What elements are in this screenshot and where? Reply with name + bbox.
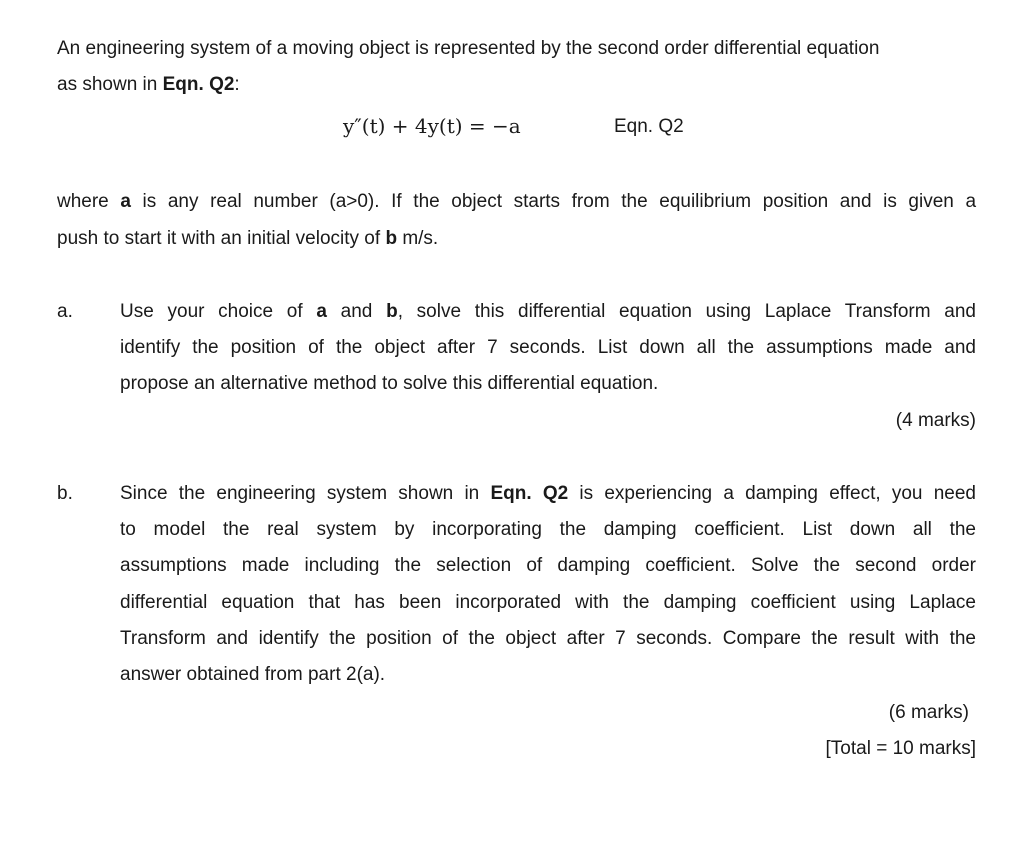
where-bold-b: b [385, 228, 398, 249]
part-b-text-4: differential equation that has been incorporated with the damping coefficient using Laplace [120, 592, 976, 613]
part-b-line-5 [120, 627, 976, 651]
part-b-marks: (6 marks) [888, 702, 969, 723]
where-line-2 [57, 227, 438, 251]
part-b-text-2: to model the real system by incorporating the damping coefficient. List down all the [120, 519, 976, 540]
part-a-text-1-pre: Use your choice of [120, 301, 317, 322]
equation-expression: y″(t) + 4y(t) = −a [343, 114, 521, 138]
part-b-label: b. [57, 483, 73, 504]
part-a-line-2 [120, 336, 976, 360]
part-b-line-2 [120, 518, 976, 542]
part-b-line-1 [120, 482, 976, 506]
part-a-line-3 [120, 372, 658, 396]
part-a-bold-a: a [316, 301, 327, 322]
where-text-2-post: m/s. [397, 228, 439, 249]
equation-label: Eqn. Q2 [614, 116, 684, 137]
part-b-text-6: answer obtained from part 2(a). [120, 664, 386, 685]
where-bold-a: a [120, 191, 131, 212]
where-text-1-pre: where [57, 191, 121, 212]
part-a-text-3: propose an alternative method to solve this differential equation. [120, 373, 659, 394]
part-a-line-1-text [120, 300, 976, 324]
part-b-line-3 [120, 554, 976, 578]
intro-line-2 [57, 73, 240, 97]
part-b-text-1-post: is experiencing a damping effect, you need [568, 483, 976, 504]
part-b-text-3: assumptions made including the selection of damping coefficient. Solve the second order [120, 555, 976, 576]
total-marks: [Total = 10 marks] [825, 738, 976, 759]
part-a-text-1-mid: and [326, 301, 387, 322]
where-text-1-post: is any real number (a>0). If the object starts from the equilibrium position and is given a [130, 191, 977, 212]
intro-text-2-pre: as shown in [57, 74, 163, 95]
part-a-text-1-post: , solve this differential equation using Laplace Transform and [397, 301, 976, 322]
where-text-2-pre: push to start it with an initial velocity of [57, 228, 386, 249]
part-b-text-1-pre: Since the engineering system shown in [120, 483, 491, 504]
eqn-ref-bold: Eqn. Q2 [162, 74, 235, 95]
part-b-line-1-text [120, 482, 976, 506]
part-b-line-6 [120, 663, 385, 687]
intro-text-2-post: : [234, 74, 240, 95]
intro-line-1 [57, 37, 879, 61]
part-b-text-5: Transform and identify the position of the object after 7 seconds. Compare the result with the [120, 628, 976, 649]
part-a-line-1 [120, 300, 976, 324]
where-line-1-text [57, 190, 976, 214]
part-a-bold-b: b [386, 301, 398, 322]
intro-text-1: An engineering system of a moving object is represented by the second order differential equation [57, 38, 880, 59]
part-a-marks: (4 marks) [895, 410, 976, 431]
part-b-bold-eqn: Eqn. Q2 [490, 483, 569, 504]
part-b-line-4 [120, 591, 976, 615]
where-line-1 [57, 190, 976, 214]
part-a-label: a. [57, 301, 73, 322]
part-a-text-2: identify the position of the object after 7 seconds. List down all the assumptions made and [120, 337, 976, 358]
